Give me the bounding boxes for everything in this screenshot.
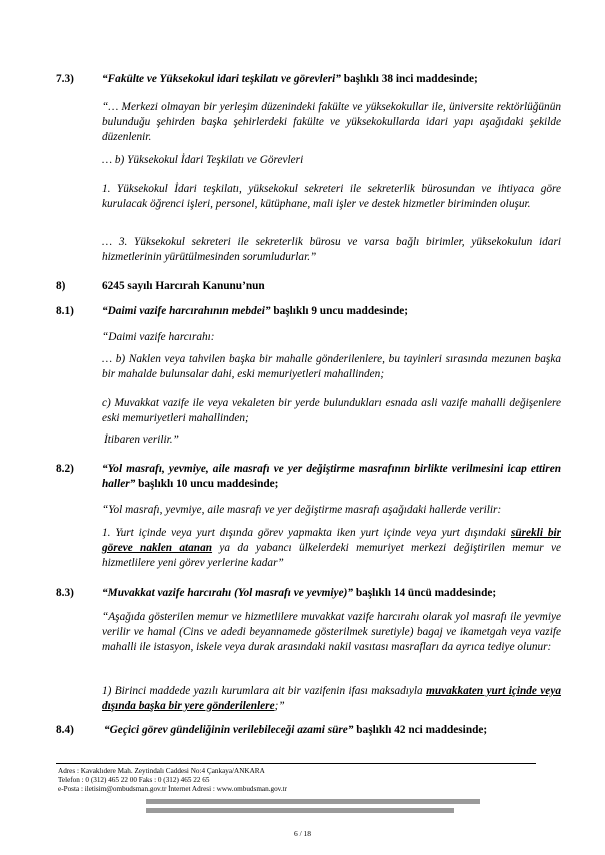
- footer-address: Adres : Kavaklıdere Mah. Zeytindalı Caddesi No:4 Çankaya/ANKARA: [58, 767, 265, 775]
- section-suffix: başlıklı 10 uncu maddesinde;: [135, 478, 279, 490]
- quote-text: 1. Yurt içinde veya yurt dışında görev yapmakta iken yurt içinde veya yurt dışındaki: [102, 527, 511, 539]
- quote-paragraph: “Yol masrafı, yevmiye, aile masrafı ve yer değiştirme masrafı aşağıdaki hallerde verilir:: [102, 504, 502, 516]
- footer-contact: e-Posta : iletisim@ombudsman.gov.tr İnternet Adresi : www.ombudsman.gov.tr: [58, 785, 288, 793]
- section-number: 8.1): [56, 305, 74, 317]
- quote-text: ;”: [274, 700, 285, 712]
- page-number: 6 / 18: [293, 829, 312, 838]
- section-number: 8.3): [56, 587, 74, 599]
- quote-text: 1) Birinci maddede yazılı kurumlara ait bir vazifenin ifası maksadıyla: [102, 685, 427, 697]
- underlined-emphasis: sürekli bir göreve naklen atanan: [102, 527, 562, 554]
- section-number: 8.4): [56, 724, 74, 736]
- quote-paragraph: [102, 526, 561, 571]
- section-heading: [102, 462, 561, 492]
- section-suffix: başlıklı 14 üncü maddesinde;: [353, 587, 497, 599]
- quote-paragraph: c) Muvakkat vazife ile veya vekaleten bir yerde bulundukları esnada asli vazife mahalli değişenlere eski memuriyetleri mahallinden;: [102, 397, 561, 424]
- section-number: 8.2): [56, 463, 74, 475]
- footer-decorative-bar: [146, 808, 454, 813]
- quote-paragraph: “Daimi vazife harcırahı:: [102, 331, 215, 343]
- section-title: “Daimi vazife harcırahının mebdei”: [102, 305, 271, 317]
- section-suffix: başlıklı 9 uncu maddesinde;: [270, 305, 409, 317]
- section-title: “Geçici görev gündeliğinin verilebileceği azami süre”: [104, 724, 354, 736]
- underlined-emphasis: muvakkaten yurt içinde veya dışında başka bir yere gönderilenlere: [102, 685, 561, 712]
- section-number: 8): [56, 280, 66, 292]
- quote-paragraph: [102, 684, 561, 714]
- section-title: “Muvakkat vazife harcırahı (Yol masrafı ve yevmiye)”: [102, 587, 353, 599]
- footer-decorative-bar: [146, 799, 480, 804]
- footer-divider: [56, 763, 536, 764]
- section-heading: [102, 304, 561, 319]
- quote-paragraph: “… Merkezi olmayan bir yerleşim düzenindeki fakülte ve yüksekokullar ile, üniversite rektörlüğünün bulunduğu şehirden başka şehirlerdeki fakülte ve yüksekokullarda idari yapı aşağıdaki şekilde düzenlenir.: [102, 101, 561, 143]
- section-title: “Fakülte ve Yüksekokul idari teşkilatı ve görevleri”: [102, 73, 341, 85]
- quote-paragraph: “Aşağıda gösterilen memur ve hizmetlilere muvakkat vazife harcırahı olarak yol masrafı ile yevmiye verilir ve hamal (Cins ve adedi beyannamede gösterilmek suretiyle) bagaj ve ikametgah veya vazife mahalli ile istasyon, iskele veya durak arasındaki nakil vasıtası masrafları da ayrıca tediye olunur:: [102, 611, 561, 653]
- quote-paragraph: … b) Yüksekokul İdari Teşkilatı ve Görevleri: [102, 154, 304, 166]
- section-title: “Yol masrafı, yevmiye, aile masrafı ve yer değiştirme masrafının birlikte verilmesini icap ettiren haller”: [102, 463, 561, 490]
- section-suffix: başlıklı 42 nci maddesinde;: [353, 724, 488, 736]
- section-suffix: başlıklı 38 inci maddesinde;: [340, 73, 478, 85]
- quote-paragraph: … 3. Yüksekokul sekreteri ile sekreterlik bürosu ve varsa bağlı birimler, yüksekokulun idari hizmetlerinin yürütülmesinden sorumludurlar.”: [102, 236, 561, 263]
- section-number: 7.3): [56, 73, 74, 85]
- section-heading: [104, 723, 563, 738]
- section-heading: [102, 72, 561, 87]
- quote-paragraph: 1. Yüksekokul İdari teşkilatı, yüksekokul sekreteri ile sekreterlik bürosundan ve ihtiyaca göre kurulacak öğrenci işleri, personel, kütüphane, mali işler ve destek hizmetler biriminden oluşur.: [102, 183, 561, 210]
- quote-paragraph: İtibaren verilir.”: [104, 434, 179, 446]
- quote-paragraph: … b) Naklen veya tahvilen başka bir mahalle gönderilenlere, bu tayinleri sırasında mezunen başka bir mahalde bulunsalar dahi, eski memuriyetleri mahallinden;: [102, 353, 561, 380]
- section-heading: 6245 sayılı Harcırah Kanunu’nun: [102, 280, 265, 292]
- footer-phone: Telefon : 0 (312) 465 22 00 Faks : 0 (312) 465 22 65: [58, 776, 210, 784]
- section-heading: [102, 586, 561, 601]
- quote-text: ya da yabancı ülkelerdeki memuriyet merkezi değiştirilen memur ve hizmetlilere yeni görev yerlerine kadar”: [102, 542, 561, 569]
